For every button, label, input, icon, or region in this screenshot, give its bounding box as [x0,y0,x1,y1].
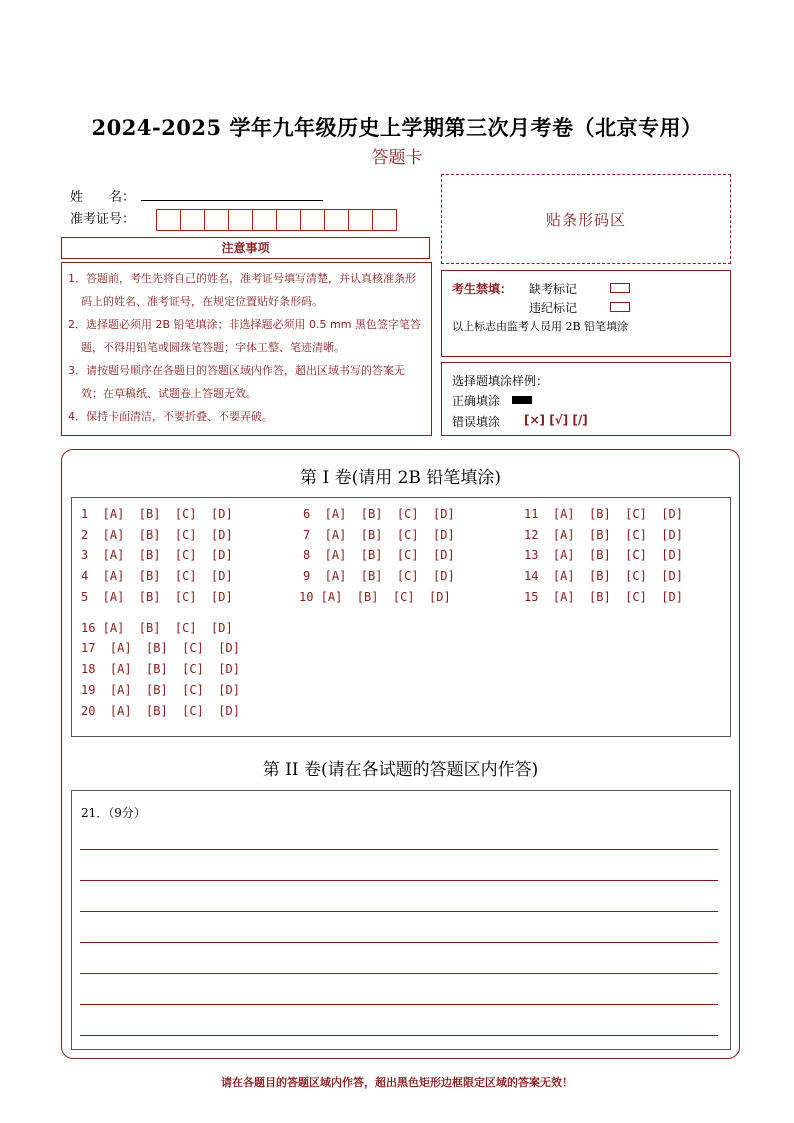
choice-question[interactable]: 4 [A] [B] [C] [D] [81,569,233,583]
answer-line[interactable] [80,973,718,974]
fill-sample-box [441,362,731,436]
violation-mark-label: 违纪标记 [529,301,578,315]
barcode-area [441,174,731,264]
part1-title: 第 I 卷(请用 2B 铅笔填涂) [300,468,501,488]
page-title: 2024-2025 学年九年级历史上学期第三次月考卷（北京专用） [91,115,703,140]
exam-id-digit-box[interactable] [252,209,277,231]
wrong-fill-samples: [×] [√] [/] [524,413,588,427]
answer-line[interactable] [80,1004,718,1005]
choice-question[interactable]: 8 [A] [B] [C] [D] [303,548,455,562]
exam-id-digit-box[interactable] [300,209,325,231]
exam-id-boxes[interactable] [156,209,396,231]
choice-question[interactable]: 20 [A] [B] [C] [D] [81,704,240,718]
exam-id-digit-box[interactable] [372,209,397,231]
exam-id-digit-box[interactable] [180,209,205,231]
exam-id-digit-box[interactable] [324,209,349,231]
choice-question[interactable]: 16 [A] [B] [C] [D] [81,621,233,635]
answer-line[interactable] [80,1035,718,1036]
choice-question[interactable]: 3 [A] [B] [C] [D] [81,548,233,562]
exam-id-digit-box[interactable] [276,209,301,231]
name-field[interactable] [141,200,323,201]
notice-heading: 注意事项 [61,237,430,259]
absent-mark-label: 缺考标记 [529,282,578,296]
part2-title: 第 II 卷(请在各试题的答题区内作答) [262,760,539,780]
choice-question[interactable]: 19 [A] [B] [C] [D] [81,683,240,697]
wrong-fill-label: 错误填涂 [452,415,501,429]
name-label: 姓 名： [70,190,136,205]
choice-question[interactable]: 2 [A] [B] [C] [D] [81,528,233,542]
answer-line[interactable] [80,911,718,912]
answer-line[interactable] [80,942,718,943]
choice-question[interactable]: 6 [A] [B] [C] [D] [303,507,455,521]
exam-id-digit-box[interactable] [348,209,373,231]
choice-question[interactable]: 12 [A] [B] [C] [D] [524,528,683,542]
choice-question[interactable]: 9 [A] [B] [C] [D] [303,569,455,583]
answer-line[interactable] [80,880,718,881]
choice-question[interactable]: 1 [A] [B] [C] [D] [81,507,233,521]
exam-id-digit-box[interactable] [156,209,181,231]
page-subtitle: 答题卡 [371,148,423,168]
exam-id-digit-box[interactable] [228,209,253,231]
question-21-label: 21．（9分） [81,806,146,820]
notice-item: 3．请按题号顺序在各题目的答题区域内作答，超出区域书写的答案无效；在草稿纸、试题卷上答题无效。 [68,364,405,400]
prohibited-box [441,270,731,357]
fill-sample-heading: 选择题填涂样例： [452,374,549,388]
barcode-area-label: 贴条形码区 [545,210,626,229]
exam-id-label: 准考证号： [70,212,136,227]
notice-item: 1．答题前，考生先将自己的姓名，准考证号填写清楚，并认真核准条形码上的姓名、准考证号，在规定位置贴好条形码。 [68,272,416,308]
answer-line[interactable] [80,849,718,850]
footer-warning: 请在各题目的答题区域内作答，超出黑色矩形边框限定区域的答案无效！ [221,1076,573,1089]
choice-question[interactable]: 14 [A] [B] [C] [D] [524,569,683,583]
choice-question[interactable]: 15 [A] [B] [C] [D] [524,590,683,604]
choice-question[interactable]: 18 [A] [B] [C] [D] [81,662,240,676]
correct-fill-label: 正确填涂 [452,394,501,408]
exam-id-digit-box[interactable] [204,209,229,231]
choice-question[interactable]: 17 [A] [B] [C] [D] [81,641,240,655]
choice-question[interactable]: 5 [A] [B] [C] [D] [81,590,233,604]
prohibited-note: 以上标志由监考人员用 2B 铅笔填涂 [452,320,629,333]
choice-question[interactable]: 10 [A] [B] [C] [D] [299,590,451,604]
choice-question[interactable]: 13 [A] [B] [C] [D] [524,548,683,562]
written-answer-box [71,790,731,1050]
choice-question[interactable]: 7 [A] [B] [C] [D] [303,528,455,542]
absent-mark-box[interactable] [610,283,630,293]
prohibited-label: 考生禁填： [452,282,513,296]
choice-question[interactable]: 11 [A] [B] [C] [D] [524,507,683,521]
notice-box [61,262,432,436]
notice-item: 4．保持卡面清洁，不要折叠、不要弄破。 [68,410,273,423]
correct-fill-sample [512,396,532,404]
notice-item: 2．选择题必须用 2B 铅笔填涂；非选择题必须用 0.5 mm 黑色签字笔答题，不得用铅笔或圆珠笔答题；字体工整、笔迹清晰。 [68,318,421,354]
violation-mark-box[interactable] [610,302,630,312]
